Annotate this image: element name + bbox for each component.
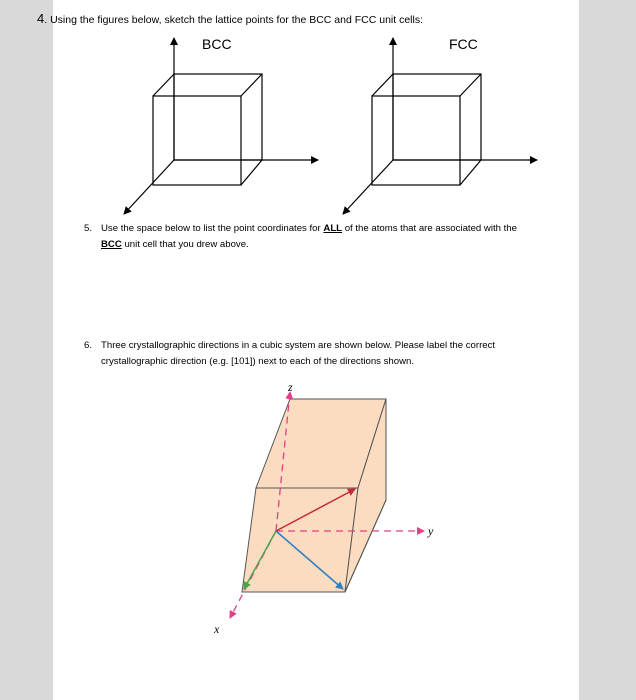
cube-front-face <box>242 488 358 592</box>
y-axis-label: y <box>428 524 434 538</box>
question-6-line1: Three crystallographic directions in a cubic system are shown below. Please label the correct <box>101 340 496 351</box>
question-5-text-b: of the atoms that are associated with the <box>342 223 517 234</box>
question-5-text-a: Use the space below to list the point coordinates for <box>101 223 324 234</box>
z-axis-label: z <box>288 380 293 394</box>
question-4-number: 4 <box>37 11 45 26</box>
question-6-line2: crystallographic direction (e.g. [101]) next to each of the directions shown. <box>101 356 415 367</box>
question-5-line2-rest: unit cell that you drew above. <box>121 239 249 250</box>
bcc-label: BCC <box>202 36 232 52</box>
x-axis-label: x <box>214 622 220 636</box>
question-5-number: 5. <box>84 223 93 234</box>
question-6-number: 6. <box>84 340 93 351</box>
question-5-bcc: BCC <box>101 239 122 250</box>
question-5-bold: ALL <box>323 223 343 234</box>
fcc-label: FCC <box>449 36 478 52</box>
question-4-text: . Using the figures below, sketch the lattice points for the BCC and FCC unit cells: <box>44 14 423 26</box>
